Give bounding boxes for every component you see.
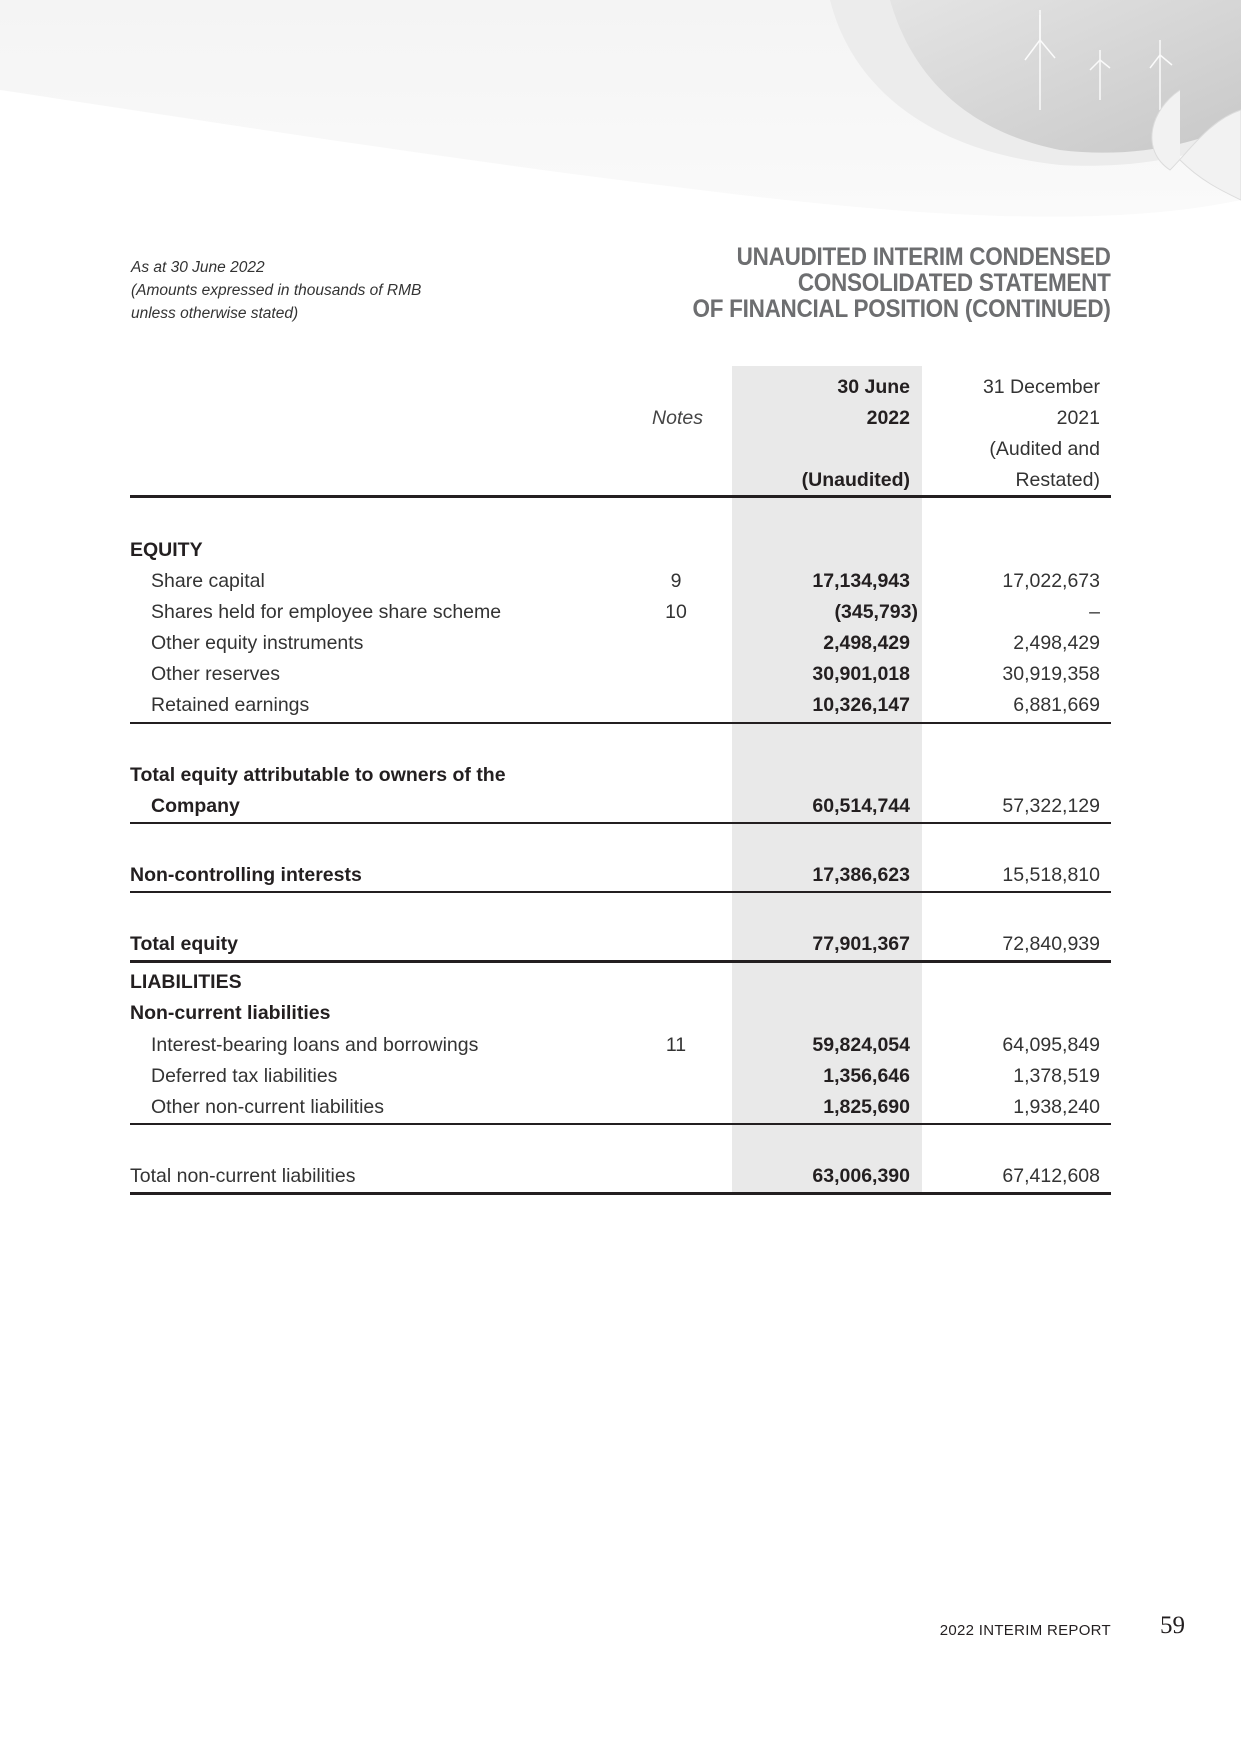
current-period-column-header: [732, 372, 910, 496]
row-note: 10: [665, 601, 687, 623]
current-value: 30,901,018: [812, 663, 910, 685]
current-value: 10,326,147: [812, 694, 910, 716]
prior-value: 72,840,939: [1002, 933, 1100, 955]
table-row: [130, 791, 1111, 822]
prior-period-column-header: [922, 372, 1100, 496]
row-note: 11: [665, 1034, 687, 1056]
title-line: OF FINANCIAL POSITION (CONTINUED): [692, 295, 1111, 323]
prior-value: 1,938,240: [1013, 1096, 1100, 1118]
table-row: [130, 1030, 1111, 1061]
section-heading: EQUITY: [130, 539, 203, 561]
prior-value: 64,095,849: [1002, 1034, 1100, 1056]
subtotal-divider: [130, 891, 1111, 893]
row-label: Non-controlling interests: [130, 864, 362, 886]
prior-value: 1,378,519: [1013, 1065, 1100, 1087]
title-line: UNAUDITED INTERIM CONDENSED: [737, 243, 1111, 271]
header-line: 2021: [1056, 407, 1100, 429]
header-line: 2022: [866, 407, 910, 429]
row-label: Share capital: [151, 570, 265, 592]
row-label: Total equity: [130, 933, 238, 955]
header-line: (Unaudited): [801, 469, 910, 491]
row-label: Shares held for employee share scheme: [151, 601, 502, 623]
report-name: 2022 INTERIM REPORT: [939, 1622, 1111, 1639]
header-line: 31 December: [982, 376, 1100, 398]
page-number: 59: [1160, 1612, 1185, 1639]
row-label: Interest-bearing loans and borrowings: [151, 1034, 479, 1056]
prior-value: 57,322,129: [1002, 795, 1100, 817]
subtotal-divider: [130, 722, 1111, 724]
table-row: [130, 1061, 1111, 1092]
prior-value: 67,412,608: [1002, 1165, 1100, 1187]
header-line: 30 June: [837, 376, 910, 398]
total-divider: [130, 1192, 1111, 1195]
page-title: [693, 244, 1111, 322]
current-value: 60,514,744: [812, 795, 910, 817]
table-row: [130, 760, 1111, 791]
row-label: Total non-current liabilities: [130, 1165, 356, 1187]
table-row: [130, 566, 1111, 597]
row-label: Total equity attributable to owners of the: [130, 764, 506, 786]
header-line: (Audited and: [989, 438, 1100, 460]
table-row: [130, 535, 1111, 566]
current-value: (345,793): [834, 601, 918, 623]
current-value: 1,356,646: [823, 1065, 910, 1087]
table-row: [130, 929, 1111, 960]
amounts-note-cont: unless otherwise stated): [131, 305, 299, 322]
title-line: CONSOLIDATED STATEMENT: [798, 269, 1111, 297]
row-label: Other reserves: [151, 663, 280, 685]
subtotal-divider: [130, 1123, 1111, 1125]
table-row: [130, 967, 1111, 998]
prior-value: 17,022,673: [1002, 570, 1100, 592]
row-label: Other equity instruments: [151, 632, 364, 654]
amounts-note: (Amounts expressed in thousands of RMB: [131, 282, 422, 299]
table-row: [130, 1092, 1111, 1123]
table-row: [130, 690, 1111, 721]
current-value: 1,825,690: [823, 1096, 910, 1118]
prior-value: –: [1089, 601, 1100, 623]
table-row: [130, 1161, 1111, 1192]
prior-value: 2,498,429: [1013, 632, 1100, 654]
header-line: [732, 434, 910, 465]
current-value: 63,006,390: [812, 1165, 910, 1187]
statement-meta: [131, 256, 421, 325]
table-row: [130, 597, 1111, 628]
subsection-heading: Non-current liabilities: [130, 1002, 331, 1024]
prior-value: 30,919,358: [1002, 663, 1100, 685]
header-divider: [130, 495, 1111, 498]
table-row: [130, 998, 1111, 1029]
current-value: 2,498,429: [823, 632, 910, 654]
row-note: 9: [670, 570, 682, 592]
row-label: Company: [151, 795, 240, 817]
current-value: 17,134,943: [812, 570, 910, 592]
table-row: [130, 860, 1111, 891]
total-divider: [130, 960, 1111, 963]
row-label: Deferred tax liabilities: [151, 1065, 338, 1087]
header-banner-graphic: [0, 0, 1241, 225]
subtotal-divider: [130, 822, 1111, 824]
table-row: [130, 628, 1111, 659]
as-at-date: As at 30 June 2022: [131, 259, 265, 276]
prior-value: 6,881,669: [1013, 694, 1100, 716]
row-label: Retained earnings: [151, 694, 310, 716]
header-line: Restated): [1015, 469, 1100, 491]
row-label: Other non-current liabilities: [151, 1096, 385, 1118]
prior-value: 15,518,810: [1002, 864, 1100, 886]
section-heading: LIABILITIES: [130, 971, 242, 993]
current-value: 17,386,623: [812, 864, 910, 886]
current-value: 59,824,054: [812, 1034, 910, 1056]
current-value: 77,901,367: [812, 933, 910, 955]
notes-column-header: Notes: [652, 407, 703, 429]
table-row: [130, 659, 1111, 690]
